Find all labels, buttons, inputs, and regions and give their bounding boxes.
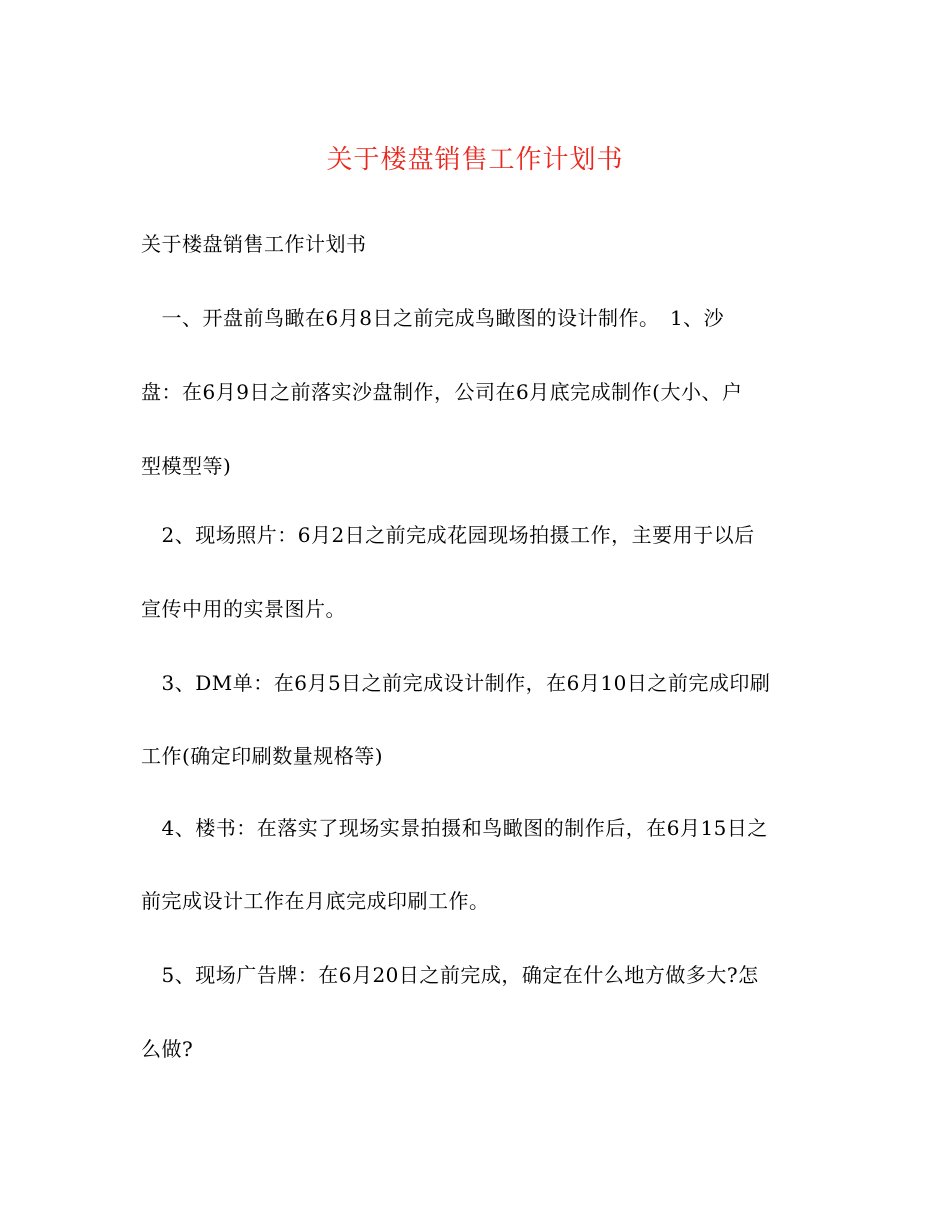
body-line: 工作(确定印刷数量规格等) <box>141 744 384 768</box>
body-line: 2、现场照片：6月2日之前完成花园现场拍摄工作，主要用于以后 <box>141 523 755 547</box>
body-line: 3、DM单：在6月5日之前完成设计制作，在6月10日之前完成印刷 <box>141 671 771 695</box>
subtitle-line: 关于楼盘销售工作计划书 <box>141 232 367 256</box>
body-line: 型模型等) <box>141 454 232 478</box>
body-line: 一、开盘前鸟瞰在6月8日之前完成鸟瞰图的设计制作。 1、沙 <box>141 306 725 330</box>
body-line: 前完成设计工作在月底完成印刷工作。 <box>141 889 490 913</box>
document-title: 关于楼盘销售工作计划书 <box>326 145 624 175</box>
body-line: 么做? <box>141 1037 194 1061</box>
body-line: 盘：在6月9日之前落实沙盘制作，公司在6月底完成制作(大小、户 <box>141 380 743 404</box>
body-line: 宣传中用的实景图片。 <box>141 597 346 621</box>
body-line: 5、现场广告牌：在6月20日之前完成，确定在什么地方做多大?怎 <box>141 963 759 987</box>
body-line: 4、楼书：在落实了现场实景拍摄和鸟瞰图的制作后，在6月15日之 <box>141 816 768 840</box>
